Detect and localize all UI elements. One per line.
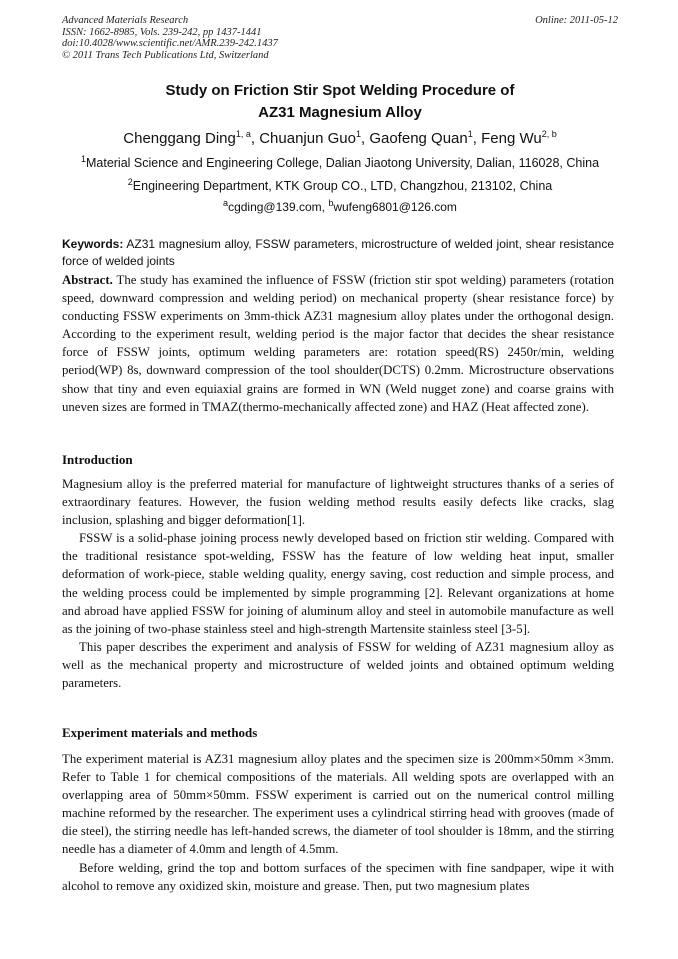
title-line-2: AZ31 Magnesium Alloy xyxy=(258,104,422,121)
keywords-label: Keywords: xyxy=(62,237,124,251)
email-address: cgding@139.com xyxy=(228,200,322,214)
author-name: Gaofeng Quan xyxy=(369,130,468,147)
author-name: Feng Wu xyxy=(481,130,542,147)
author-name: Chuanjun Guo xyxy=(259,130,356,147)
affiliation-text: Material Science and Engineering College, Dalian Jiaotong University, Dalian, 116028, China xyxy=(85,156,600,170)
paragraph: Before welding, grind the top and bottom surfaces of the specimen with fine sandpaper, wipe it with alcohol to remove any oxidized skin, moisture and grease. Then, put two magnesium plates xyxy=(62,860,614,893)
doi-line: doi:10.4028/www.scientific.net/AMR.239-242.1437 xyxy=(62,38,278,49)
paragraph: The experiment material is AZ31 magnesium alloy plates and the specimen size is 200mm×50mm ×3mm. Refer to Table 1 for chemical compositions of the materials. All welding spots are overlapped with an overlapping area of 50mm×50mm. FSSW experiment is carried out on the numerical control milling machine reformed by the researcher. The experiment uses a cylindrical stirring head with grooves (made of die steel), the stirring needle has left-handed screws, the diameter of tool shoulder is 18mm, and the stirring needle has a diameter of 4.0mm and length of 4.5mm. xyxy=(62,752,614,857)
abstract-label: Abstract. xyxy=(62,273,113,287)
journal-header xyxy=(62,15,618,61)
title-line-1: Study on Friction Stir Spot Welding Procedure of xyxy=(165,82,515,99)
abstract-block xyxy=(62,271,614,416)
journal-name: Advanced Materials Research xyxy=(62,15,189,26)
copyright-line: © 2011 Trans Tech Publications Ltd, Switzerland xyxy=(62,49,269,61)
affiliation-mark: 1 xyxy=(80,153,86,164)
email-mark: a xyxy=(223,198,229,208)
abstract-text: The study has examined the influence of FSSW (friction stir spot welding) parameters (rotation speed, downward compression and welding period) on mechanical property (shear resistance force) by conducting FSSW experiments on 3mm-thick AZ31 magnesium alloy plates under the orthogonal design. According to the experiment result, welding period is the major factor that decides the shear resistance force of FSSW joints, optimum welding parameters are: rotation speed(RS) 2450r/min, welding period(WP) 8s, downward compression of the tool shoulder(DCTS) 0.2mm. Microstructure observations show that tiny and even equiaxial grains are formed in WN (Weld nugget zone) and coarse grains with uneven sizes are formed in TMAZ(thermo-mechanically affected zone) and HAZ (Heat affected zone). xyxy=(62,273,614,414)
keywords-block xyxy=(62,236,614,270)
introduction-body xyxy=(62,475,614,692)
affiliation-mark: 2 xyxy=(127,176,133,187)
author-affiliation-mark: 2, b xyxy=(541,129,557,139)
paragraph: FSSW is a solid-phase joining process newly developed based on friction stir welding. Compared with the traditional resistance spot-welding, FSSW has the feature of low welding heat input, smaller deformation of work-piece, stable welding quality, energy saving, cost reduction and simple process, and the welding process could be implemented by simple programming [2]. Relevant organizations at home and abroad have applied FSSW for joining of aluminum alloy and steel in automobile manufacture as well as the joining of two-phase stainless steel and high-strength Martensite stainless steel [3-5]. xyxy=(62,531,614,636)
email-mark: b xyxy=(328,198,334,208)
author-name: Chenggang Ding xyxy=(123,130,236,147)
author-affiliation-mark: 1 xyxy=(467,129,473,139)
section-heading-experiment: Experiment materials and methods xyxy=(62,725,258,740)
affiliation-1 xyxy=(62,154,618,172)
experiment-body xyxy=(62,750,614,895)
author-list: Chenggang Ding$^{1, a}$, Chuanjun Guo$^1$, Gaofeng Quan$^1$, Feng Wu$^{2, b}$ xyxy=(123,129,557,147)
affiliation-2 xyxy=(62,177,618,195)
issn-line: ISSN: 1662-8985, Vols. 239-242, pp 1437-1441 xyxy=(62,26,262,38)
author-affiliation-mark: 1, a xyxy=(235,129,251,139)
email-address: wufeng6801@126.com xyxy=(333,200,457,214)
paragraph: Magnesium alloy is the preferred material for manufacture of lightweight structures thanks of a series of extraordinary features. However, the fusion welding method results easily defects like cracks, slag inclusion, splashing and bigger deformation[1]. xyxy=(62,477,614,528)
author-affiliation-mark: 1 xyxy=(355,129,361,139)
affiliation-text: Engineering Department, KTK Group CO., LTD, Changzhou, 213102, China xyxy=(132,179,553,193)
paper-title xyxy=(62,80,618,124)
paragraph: This paper describes the experiment and analysis of FSSW for welding of AZ31 magnesium alloy as well as the mechanical property and microstructure of welded joints and obtained optimum welding parameters. xyxy=(62,639,614,691)
online-date: Online: 2011-05-12 xyxy=(535,15,618,26)
email-line: $^a$cgding@139.com, $^b$wufeng6801@126.com xyxy=(223,198,457,214)
keywords-text: AZ31 magnesium alloy, FSSW parameters, microstructure of welded joint, shear resistance force of welded joints xyxy=(62,237,615,268)
section-heading-introduction: Introduction xyxy=(62,452,133,467)
